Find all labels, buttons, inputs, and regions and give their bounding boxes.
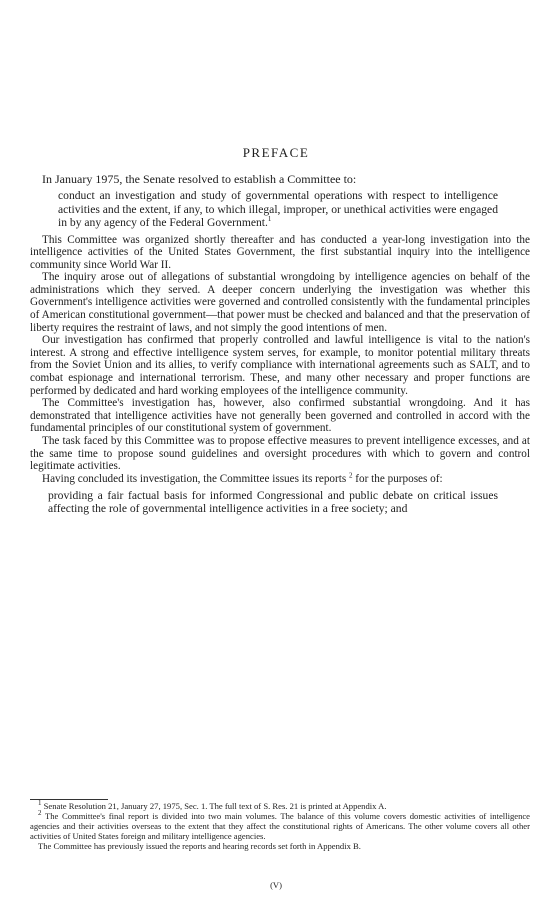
footnotes [30, 801, 530, 851]
resolution-quote-text: conduct an investigation and study of governmental operations with respect to intelligence activities and the extent, if any, to which illegal, improper, or unethical activities were engaged in by any agency of the Federal Government. [58, 189, 498, 229]
reports-lead-text: Having concluded its investigation, the Committee issues its reports [42, 472, 347, 485]
footnote-2 [30, 811, 530, 841]
footnote-2-marker: 2 [38, 809, 42, 818]
reports-tail-text: for the purposes of: [355, 472, 443, 485]
page-number: (V) [270, 880, 282, 890]
footnote-1-marker: 1 [38, 799, 42, 808]
paragraph-reports [30, 473, 530, 486]
footnote-3 [30, 841, 530, 851]
footnote-2-text: The Committee's final report is divided into two main volumes. The balance of this volume covers domestic activities of intelligence agencies and their activities overseas to the extent that they affect the constitutional rights of Americans. The other volume covers all other activities of United States foreign and military intelligence agencies. [30, 811, 530, 841]
paragraph-wrongdoing: The Committee's investigation has, however, also confirmed substantial wrongdoing. And it has demonstrated that intelligence activities have not generally been governed and controlled in accord with the fundamental principles of our constitutional system of government. [30, 397, 530, 435]
footnote-3-text: The Committee has previously issued the reports and hearing records set forth in Appendix B. [38, 841, 361, 851]
paragraph-inquiry: The inquiry arose out of allegations of substantial wrongdoing by intelligence agencies on behalf of the administrations which they served. A deeper concern underlying the investigation was whether this Government's intelligence activities were governed and controlled consistently with the fundamental principles of American constitutional government—that power must be checked and balanced and that the preservation of liberty requires the restraint of laws, and not simply the good intentions of men. [30, 271, 530, 334]
resolution-quote [58, 189, 498, 230]
page-title: PREFACE [242, 145, 310, 160]
footnote-ref-2: 2 [349, 471, 353, 480]
footnote-1-text: Senate Resolution 21, January 27, 1975, Sec. 1. The full text of S. Res. 21 is printed at Appendix A. [43, 801, 387, 811]
intro-paragraph: In January 1975, the Senate resolved to establish a Committee to: [42, 172, 357, 186]
paragraph-confirmed: Our investigation has confirmed that properly controlled and lawful intelligence is vital to the nation's interest. A strong and effective intelligence system serves, for example, to monitor potential military threats from the Soviet Union and its allies, to verify compliance with international agreements such as SALT, and to combat espionage and international terrorism. These, and many other necessary and proper functions are performed by dedicated and hard working employees of the intelligence community. [30, 334, 530, 397]
body-text [30, 172, 530, 515]
paragraph-task: The task faced by this Committee was to propose effective measures to prevent intelligence excesses, and at the same time to propose sound guidelines and oversight procedures with which to govern and control legitimate activities. [30, 435, 530, 473]
paragraph-organization: This Committee was organized shortly thereafter and has conducted a year-long investigation into the intelligence activities of the United States Government, the first substantial inquiry into the intelligence community since World War II. [30, 233, 530, 271]
footnote-ref-1: 1 [267, 215, 272, 224]
footnote-1 [30, 801, 530, 811]
purpose-item: providing a fair factual basis for informed Congressional and public debate on critical issues affecting the role of governmental intelligence activities in a free society; and [48, 489, 498, 516]
